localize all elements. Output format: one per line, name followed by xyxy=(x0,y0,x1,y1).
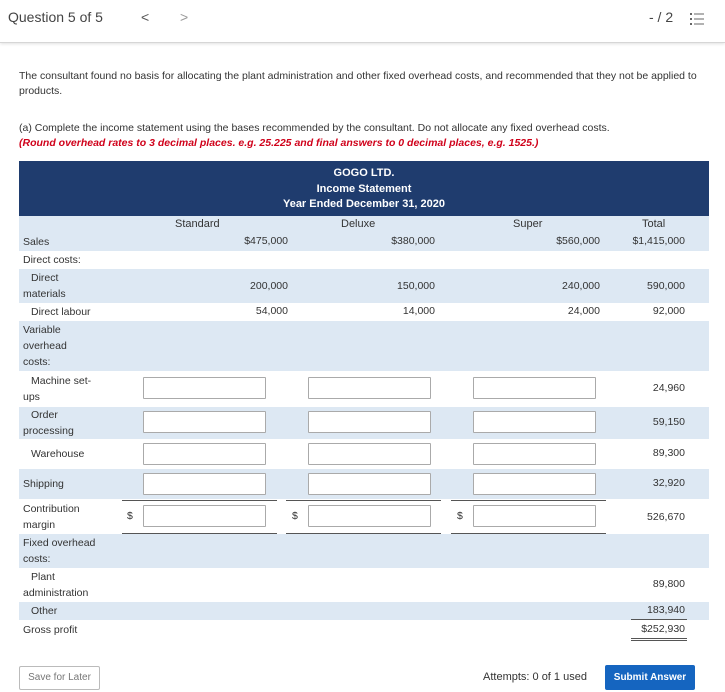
submit-answer-button[interactable]: Submit Answer xyxy=(605,665,695,690)
row-label: Direct labour xyxy=(31,306,91,318)
row-label: Fixed overhead xyxy=(23,537,96,549)
order-processing-deluxe-input[interactable] xyxy=(308,411,431,433)
warehouse-total: 89,300 xyxy=(652,447,685,459)
fixed-overhead-row xyxy=(19,534,709,568)
company-name: GOGO LTD. xyxy=(333,167,395,179)
statement-title: Income Statement xyxy=(316,182,412,195)
question-list-icon[interactable] xyxy=(690,12,704,26)
plant-administration-row xyxy=(19,568,709,602)
row-label: ups xyxy=(23,391,40,403)
labour-super: 24,000 xyxy=(567,305,600,317)
order-processing-total: 59,150 xyxy=(652,416,685,428)
column-standard: Standard xyxy=(175,218,220,230)
plant-administration-total: 89,800 xyxy=(652,578,685,590)
top-bar xyxy=(0,0,725,43)
direct-costs-row xyxy=(19,251,709,269)
shipping-deluxe-input[interactable] xyxy=(308,473,431,495)
labour-total: 92,000 xyxy=(652,305,685,317)
contribution-margin-deluxe-input[interactable] xyxy=(308,505,431,527)
row-label: processing xyxy=(23,425,74,437)
contribution-margin-row xyxy=(19,501,709,533)
statement-header xyxy=(19,161,709,216)
row-label: administration xyxy=(23,587,89,599)
shipping-row xyxy=(19,469,709,499)
materials-total: 590,000 xyxy=(647,280,685,292)
shipping-total: 32,920 xyxy=(652,477,685,489)
contribution-margin-standard-input[interactable] xyxy=(143,505,266,527)
warehouse-row xyxy=(19,439,709,469)
rounding-instruction: (Round overhead rates to 3 decimal places. e.g. 25.225 and final answers to 0 decimal places, e.g. 1525.) xyxy=(19,137,539,149)
income-statement xyxy=(19,161,709,645)
shipping-super-input[interactable] xyxy=(473,473,596,495)
row-label: Sales xyxy=(23,236,50,248)
direct-materials-row xyxy=(19,269,709,303)
row-label: Contribution xyxy=(23,503,80,515)
attempts-counter: Attempts: 0 of 1 used xyxy=(483,671,587,683)
column-header-row xyxy=(19,216,709,233)
row-label: costs: xyxy=(23,553,51,565)
order-processing-row xyxy=(19,407,709,439)
currency-symbol: $ xyxy=(127,510,133,522)
other-total: 183,940 xyxy=(647,604,685,616)
warehouse-standard-input[interactable] xyxy=(143,443,266,465)
row-label: margin xyxy=(23,519,56,531)
row-label: Plant xyxy=(31,571,55,583)
gross-profit-double-underline-2 xyxy=(631,640,687,641)
currency-symbol: $ xyxy=(292,510,298,522)
machine-setups-row xyxy=(19,371,709,407)
column-deluxe: Deluxe xyxy=(341,218,376,230)
materials-standard: 200,000 xyxy=(250,280,288,292)
machine-setups-total: 24,960 xyxy=(652,382,685,394)
row-label: overhead xyxy=(23,340,67,352)
sales-row xyxy=(19,233,709,251)
row-label: Order xyxy=(31,409,58,421)
row-label: materials xyxy=(23,288,66,300)
row-label: Other xyxy=(31,605,58,617)
score-display: - / 2 xyxy=(649,9,674,25)
warehouse-deluxe-input[interactable] xyxy=(308,443,431,465)
row-label: Variable xyxy=(23,324,61,336)
warehouse-super-input[interactable] xyxy=(473,443,596,465)
row-label: Direct costs: xyxy=(23,254,81,266)
row-label: Machine set- xyxy=(31,375,92,387)
row-label: Direct xyxy=(31,272,59,284)
sales-standard: $475,000 xyxy=(244,235,288,247)
currency-symbol: $ xyxy=(457,510,463,522)
labour-deluxe: 14,000 xyxy=(402,305,435,317)
next-question-button[interactable]: > xyxy=(180,9,189,25)
machine-setups-super-input[interactable] xyxy=(473,377,596,399)
problem-description: The consultant found no basis for allocating the plant administration and other fixed overhead costs, and recommended that they not be applied to products. xyxy=(19,70,697,97)
labour-standard: 54,000 xyxy=(255,305,288,317)
save-for-later-button[interactable]: Save for Later xyxy=(19,666,100,690)
machine-setups-standard-input[interactable] xyxy=(143,377,266,399)
shipping-standard-input[interactable] xyxy=(143,473,266,495)
contribution-margin-super-input[interactable] xyxy=(473,505,596,527)
column-super: Super xyxy=(513,218,543,230)
direct-labour-row xyxy=(19,303,709,321)
question-counter: Question 5 of 5 xyxy=(8,9,103,25)
gross-profit-double-underline-1 xyxy=(631,638,687,639)
row-label: Warehouse xyxy=(31,448,85,460)
row-label: costs: xyxy=(23,356,51,368)
question-part-a xyxy=(19,121,709,151)
gross-profit-row xyxy=(19,620,709,640)
gross-profit-total: $252,930 xyxy=(641,623,685,635)
sales-total: $1,415,000 xyxy=(632,235,685,247)
materials-deluxe: 150,000 xyxy=(397,280,435,292)
sales-super: $560,000 xyxy=(556,235,600,247)
contribution-margin-total: 526,670 xyxy=(647,511,685,523)
other-row xyxy=(19,602,709,620)
row-label: Gross profit xyxy=(23,624,78,636)
order-processing-standard-input[interactable] xyxy=(143,411,266,433)
previous-question-button[interactable]: < xyxy=(141,9,150,25)
machine-setups-deluxe-input[interactable] xyxy=(308,377,431,399)
sales-deluxe: $380,000 xyxy=(391,235,435,247)
row-label: Shipping xyxy=(23,478,64,490)
statement-period: Year Ended December 31, 2020 xyxy=(282,198,446,210)
part-a-prompt: (a) Complete the income statement using the bases recommended by the consultant. Do not allocate any fixed overhead costs. xyxy=(19,122,610,134)
variable-overhead-row xyxy=(19,321,709,371)
order-processing-super-input[interactable] xyxy=(473,411,596,433)
column-total: Total xyxy=(642,218,666,230)
materials-super: 240,000 xyxy=(562,280,600,292)
